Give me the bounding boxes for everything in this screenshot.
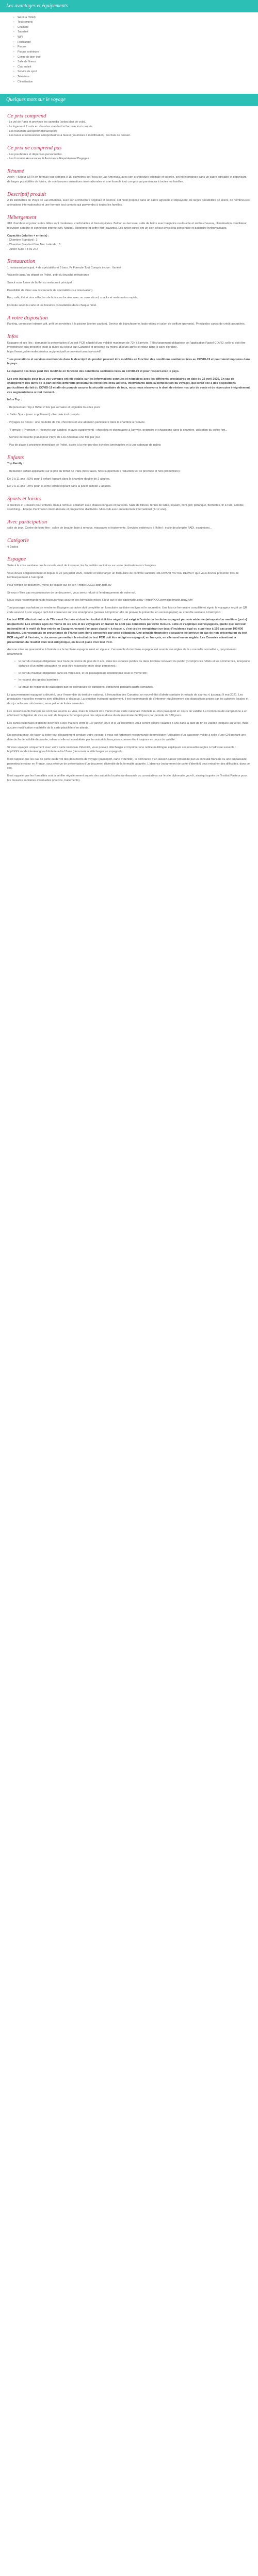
paragraph: Possibilité de dîner aux restaurants de spécialités (sur réservation). bbox=[7, 289, 93, 292]
section-enfants bbox=[7, 455, 251, 489]
section-heading: Avec participation bbox=[7, 519, 47, 525]
section-ce-prix-comprend bbox=[7, 113, 251, 138]
section-heading: Infos bbox=[7, 334, 18, 340]
section-heading: Ce prix comprend bbox=[7, 113, 46, 119]
section-infos bbox=[7, 334, 251, 448]
paragraph: A 15 kilomètres de Playa de Las Americas, avec son architecture originale et colorée, cet hôtel propose dans un cadre agréable et dépaysant, de larges possibilités de loisirs, de nombreuses animations internationales et une formule tout compris qui parviendra à toutes les familles. bbox=[7, 199, 250, 207]
trip-content bbox=[0, 113, 258, 783]
section-heading: Catégorie bbox=[7, 538, 29, 544]
paragraph: 310 chambres et junior suites. Elles sont modernes, confortables et bien équipées. Balcon ou terrasse, salle de bains avec baignoire ou douche et sèche-cheveux, climatisation, ventilateur, télévision satellite et connexion internet wifi. Minibar, téléphone et coffre-fort (payants). Les junior suites ont un coin séjour avec sofa convertible et baignoire hydromassage. bbox=[7, 222, 248, 230]
paragraph: Il est rappelé que les formalités sont à vérifier régulièrement auprès des autorités locales (ambassade ou consulat) ou sur le site diplomatie.gouv.fr, ainsi qu'auprès de l'Institut Pasteur pour les mesures sanitaires éventuelles (vaccins, traitements). bbox=[7, 774, 247, 782]
paragraph: - Réduction enfant applicable sur le prix du forfait de Paris (hors taxes, hors supplément / réduction vol de province et hors promotions) : bbox=[7, 470, 182, 473]
paragraph: Les ressortissants français ne sont pas soumis au visa, mais ils doivent être munis d'une carte nationale d'identité ou d'un passeport en cours de validité. La Communauté européenne a en effet levé l'obligation de visa au sein de l'espace Schengen pour des séjours d'une durée maximale de 90 jours par période de 180 jours. bbox=[7, 709, 248, 718]
amenity-item: • Chambre bbox=[13, 25, 258, 30]
text-line: - Les pourboires et dépenses personnelles. bbox=[7, 152, 63, 156]
paragraph: Les prix indiqués pour tous vos voyages ont été établis sur les informations connues et négociées avec les différents prestataires en date du 22 avril 2020. En cas de changement des tarifs de la part de nos différents prestataires (forestiers et/ou aériens, intervenants dans la composition du voyage), qui serait liée à des dispositions particulières du fait du COVID-19 et afin de pouvoir assurer la sécurité sanitaire de tous, nous nous réservons le droit de réviser nos prix de vente et de répercuter intégralement ces augmentations à tout moment. bbox=[7, 377, 250, 394]
text-line: - Les transferts aéroport/hôtel/aéroport. bbox=[7, 129, 58, 133]
section-heading: Ce prix ne comprend pas bbox=[7, 145, 62, 151]
section-descriptif-produit bbox=[7, 192, 251, 208]
section-sports-et-loisirs bbox=[7, 496, 251, 512]
paragraph: Suite à la crise sanitaire que le monde vient de traverser, les formalités sanitaires sur votre destination ont changées. bbox=[7, 564, 157, 567]
paragraph: Eau, café, thé et vins sélection de boissons locales avec ou sans alcool, snacks et restauration rapide. bbox=[7, 296, 138, 300]
amenity-item: • Restaurant bbox=[13, 40, 258, 45]
paragraph: - Pas de plage à proximité immédiate de l'hôtel, accès à la mer par des échelles aménagées et à une cabouqe de galets bbox=[7, 444, 161, 447]
paragraph: Parking, connexion internet wifi, prêt de serviettes à la piscine (contre caution). Service de blanchisserie, baby-sitting et salon de coiffure (payants). Principales cartes de crédit acceptées. bbox=[7, 323, 246, 326]
paragraph: « Bailor Spa » (avec supplément) - Formule tout compris bbox=[7, 413, 80, 417]
paragraph: De 2 à 11 ans : 25% pour le 2ème enfant logeant dans la junior suitede 2 adultes. bbox=[7, 485, 111, 488]
section-restauration bbox=[7, 259, 251, 308]
text-line: Capacités (adultes + enfants) : bbox=[7, 234, 49, 238]
paragraph: Vaisselle jusqu'au départ de l'hôtel, petit du brusché réfrigérante bbox=[7, 274, 89, 277]
amenity-item: • Piscine bbox=[13, 45, 258, 50]
paragraph: - Service de navette gratuit pour Playa de Los Americas une fois par jour bbox=[7, 436, 100, 439]
paragraph: "Les prestations et services mentionnés dans le descriptif du produit peuvent être modifiés en fonction des conditions sanitaires liées au COVID-19 et pourraient imposées dans le pays. bbox=[7, 358, 251, 366]
amenity-item: • WiFi bbox=[13, 35, 258, 40]
list-item: • le respect des gestes barrières ; bbox=[14, 678, 251, 683]
amenity-item: • Service de sport bbox=[13, 70, 258, 75]
section-categorie bbox=[7, 538, 251, 549]
paragraph: De 2 à 11 ans : 50% pour 1 enfant logeant dans la chambre double de 2 adultes. bbox=[7, 477, 110, 481]
amenity-item: • Wi-Fi (à l'hôtel) bbox=[13, 15, 258, 21]
paragraph: 1 restaurant principal, 4 de spécialités et 3 bars. Pr Formule Tout Compris inclue : Variété bbox=[7, 266, 121, 269]
amenity-item: • Club enfant bbox=[13, 65, 258, 70]
section-hebergement bbox=[7, 215, 251, 252]
text-line: - Le logement 7 nuits en chambre standard et formule tout compris. bbox=[7, 125, 93, 128]
paragraph: 3 piscines et 1 bassin pour enfants, bain à remous, solarium avec chaises longues et parasols. Salle de fitness, tennis de table, squash, mini-golf, pétanque, fléchettes, tir à l'arc, aérobic, stretching... Equipe d'animation internationale et programme d'activités. Mini-club avec encadrement international (4-12 ans). bbox=[7, 503, 245, 512]
amenity-item: • Centre de bien-être bbox=[13, 55, 258, 60]
section-ce-prix-ne-comprend-pas bbox=[7, 145, 251, 161]
paragraph: Les cartes nationales d'identité délivrées à des majeurs entre le 1er janvier 2004 et le 31 décembre 2013 seront encore valables 5 ans dans la date de fin de validité indiquée au verso, mais aucune modification matérielle de la carte plastifiée n'en atteste. bbox=[7, 722, 249, 730]
amenity-item: • Tout compris bbox=[13, 20, 258, 25]
paragraph: Si vous voyagez uniquement avec votre carte nationale d'identité, vous pouvez télécharger et imprimer une notice multilingue expliquant ces nouvelles règles à l'adresse suivante : http//XXX.mode.interieur.gouv.fr/interieur-lm-15ans (document à télécharger en espagnol). bbox=[7, 745, 236, 754]
list-item: • le port du masque obligatoire dans les véhicules, si les passagers ne résident pas sous le même toit ; bbox=[14, 671, 251, 676]
amenity-item: • Climatisation bbox=[13, 80, 258, 85]
paragraph: - Voyages de noces : une bouteille de vin, chocolats et une attention particulière dans la chambre à l'arrivée. bbox=[7, 421, 146, 425]
section-heading: Descriptif produit bbox=[7, 191, 46, 197]
paragraph: Avion + Séjour 8J/7N en formule tout compris A 15 kilomètres de Playa de Las Americas, avec son architecture originale et colorée, cet hôtel propose dans un cadre agréable et dépaysant, de larges possibilités de loisirs, de nombreuses animations internationales et une formule tout compris qui parviendra à toutes les familles. bbox=[7, 176, 247, 184]
paragraph: Il est rappelé que les cas de perte ou de vol des documents de voyage (passeport, carte d'identité), la délivrance d'un laissez-passer provisoire par un consulat français ou une ambassade permettra le retour en France, sous réserve de présentation d'un document d'identité de la formalité adaptée. L'absence (notamment de carte d'identité) peut entraîner des difficultés, dans ce cas. bbox=[7, 757, 250, 770]
amenities-list bbox=[0, 15, 258, 85]
text-line: - Junior Suite : 3 ou 2+2 bbox=[7, 247, 38, 251]
section-heading: Restauration bbox=[7, 259, 36, 265]
section-avec-participation bbox=[7, 519, 251, 531]
trip-banner: Quelques mots sur le voyage bbox=[0, 94, 258, 106]
section-heading: A votre disposition bbox=[7, 315, 48, 321]
amenities-banner: Les avantages et équipements bbox=[0, 0, 258, 12]
paragraph: Top Family : bbox=[7, 462, 24, 466]
paragraph: En conséquence, de façon à éviter tout désagrément pendant votre voyage, il vous est fortement recommandé de privilégier l'utilisation d'un passeport valide à celle d'une CNI portant une date de fin de validité dépassée, même si elle est considérée par les autorités françaises comme étant toujours en cours de validité. bbox=[7, 734, 246, 741]
section-heading: Enfants bbox=[7, 454, 24, 461]
section-resume bbox=[7, 168, 251, 184]
measures-list bbox=[7, 659, 251, 689]
paragraph: Le capacité des lieux peut être modifiée en fonction des conditions sanitaires liées au COVID-19 et pour respect avec le pays. bbox=[7, 369, 180, 373]
paragraph: Aucune mise en quarantaine à l'entrée sur le territoire espagnol n'est en vigueur. L'ensemble du territoire espagnol est soumis aux règles de la « nouvelle normalité », qui prévoient notamment : bbox=[7, 648, 237, 656]
text-line: - Les taxes et redevances aéroportuaires à faveur (soumises à modification), les frais de dossier. bbox=[7, 134, 131, 138]
text-line: - Le vol de Paris et province les samedis (selon plan de vols). bbox=[7, 121, 86, 124]
section-espagne bbox=[7, 556, 251, 783]
section-heading: Hébergement bbox=[7, 214, 37, 221]
paragraph: - Représentant Top à l'hôtel 2 fois par semaine et joignable tous les jours bbox=[7, 405, 101, 409]
text-line: - Chambre Standard : 3 bbox=[7, 239, 38, 242]
paragraph: Pour remplir ce document, merci de cliquer sur ce lien : https://XXXX.spth.gob.es/ bbox=[7, 583, 112, 587]
amenity-item: • Transfert bbox=[13, 30, 258, 35]
paragraph: Espagne et ses îles : demande la présentation d'un test PCR négatif d'une validité maximum de 72h à l'arrivée. Téléchargement obligatoire de l'application Rastel COVID, celle-ci doit être inventorisée puis présenté toute la durée du séjour aux Canaries et présenté au moins 15 jours après le retour dans le pays d'origine. https://www.gobiernodecanarias.org/principal/coronavirus/canarias-covid/ bbox=[7, 341, 246, 353]
paragraph: Le gouvernement espagnol a décrété, pour l'ensemble du territoire national, à l'exception des Canaries, un nouvel état d'alerte sanitaire (« estado de alarma ») jusqu'au 9 mai 2021. Les principales nouvelles mesures sont détaillées ci-dessous. La situation évoluant rapidement, il est recommandé de s'informer régulièrement des dispositions prises par les autorités locales et de s'y conformer strictement, sous peine de fortes amendes. bbox=[7, 693, 249, 706]
paragraph: - "Formule « Premium » (réservée aux adultes) et avec supplément) : chocolats et champagne à l'arrivée, peignoirs et chaussons dans la chambre, utilisation du coffre-fort... bbox=[7, 428, 228, 432]
paragraph: Nous vous recommandons de toujours vous assurer des formalités mises à jour sur le site diplomatie.gouv : https//XXX.www.diplomatie.gouv.fr/fr/ bbox=[7, 599, 193, 602]
paragraph: Infos Top : bbox=[7, 398, 22, 402]
text-line: - Chambre Standard Vue Mer Latérale : 3 bbox=[7, 243, 60, 246]
section-heading: Sports et loisirs bbox=[7, 496, 41, 502]
amenity-item: • Salle de fitness bbox=[13, 60, 258, 65]
paragraph: Tout passager souhaitant se rendre en Espagne par avion doit compléter un formulaire sanitaire en ligne et le soumettre. Une fois ce formulaire complété et signé, le voyageur reçoit un QR code associé à son voyage qu'il doit conserver sur son smartphone (pensez à imprimer afin de pouvoir le présenter en version papier) au contrôle sanitaire à l'aéroport. bbox=[7, 606, 247, 614]
paragraph: Snack sous forme de buffet au restaurant principal. bbox=[7, 281, 73, 285]
paragraph: Un test PCR effectué moins de 72h avant l'arrivée et dont le résultat doit être négatif, est exigé à l'entrée du territoire espagnol par voie aérienne (aéroports/ou maritime (ports) uniquement. Les enfants âgés de moins de six ans et les voyageurs en transit ne sont pas concernés par cette mesure. Celle-ci s'applique aux voyageurs, quelle que soit leur nationalité et le motif de leur entrée en Espagne, venant d'un pays classé « à risque », c'est-à-dire enregistrant un taux d'incidence égal ou supérieur à 150 cas pour 100 000 habitants. Les voyageurs en provenance de France sont donc concernés par cette obligation. Une pénalité financière dissuasive est prévue en cas de non présentation du test PCR négatif. À l'arrivée, le document permettant le résultat du test PCR doit être rédigé en espagnol, en français, en allemand ou en anglais. Les Canaries admettent la présentation du résultat d'un test antigénique, en lieu et place d'un test PCR. bbox=[7, 618, 248, 644]
amenity-item: • Télévision bbox=[13, 75, 258, 80]
section-heading: Résumé bbox=[7, 168, 24, 174]
paragraph: Formule selon la carte et les horaires consultables dans chaque hôtel. bbox=[7, 304, 97, 308]
text-line: - Les formules Assurances & Assistance Rapatriement/Bagages. bbox=[7, 157, 90, 161]
section-a-votre-disposition bbox=[7, 315, 251, 327]
paragraph: salle de jeux. Centre de bien-être : salon de beauté, bain à remous, massages et traitements. Services extérieurs à l'hôtel : école de plongée PADI, excursions... bbox=[7, 527, 212, 530]
list-item: • la tenue de registres de passagers par les opérateurs de transports, conservés pendant quatre semaines. bbox=[14, 685, 251, 690]
list-item: • le port du masque obligatoire pour toute personne de plus de 6 ans, dans les espaces publics ou dans les lieux recevant du public, y compris les hôtels et les commerces, lorsqu'une distance d'un mètre cinquante ne peut être respectée entre deux personnes ; bbox=[14, 659, 251, 668]
amenity-item: • Piscine extérieure bbox=[13, 50, 258, 55]
paragraph: Si vous n'êtes pas en possession de ce document, vous serez refusé à l'embarquement de votre vol. bbox=[7, 591, 136, 595]
section-heading: Espagne bbox=[7, 556, 26, 563]
paragraph: 4 Étoiles bbox=[7, 545, 19, 549]
paragraph: Vous devez obligatoirement et depuis le 22 juin juillet 2020, remplir et télécharger un formulaire de contrôle sanitaire 48H AVANT VOTRE DÉPART que vous devrez présenter lors de l'embarquement à l'aéroport. bbox=[7, 571, 239, 580]
